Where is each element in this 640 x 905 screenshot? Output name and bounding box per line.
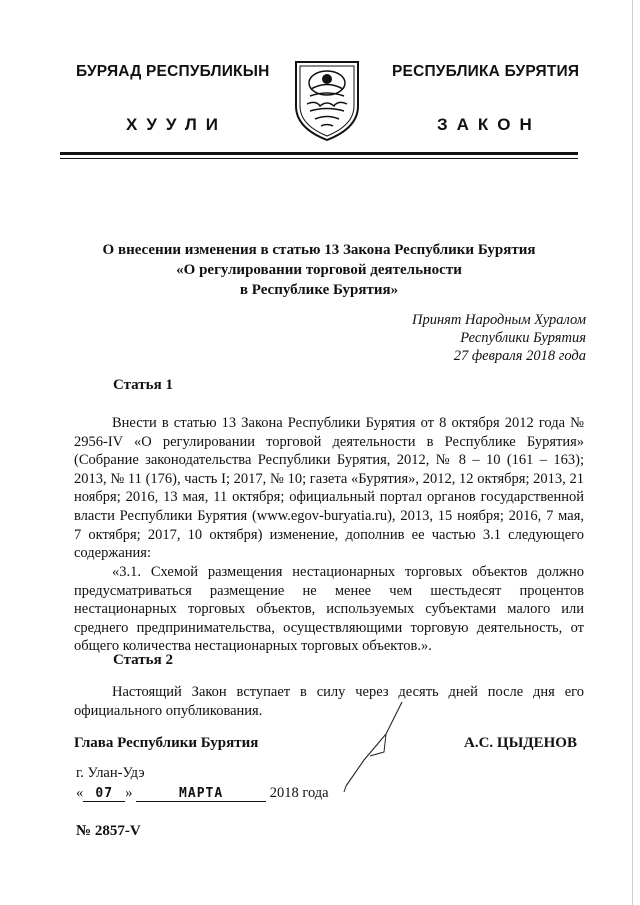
date-quote-close: » [125,785,133,801]
signing-city: г. Улан-Удэ [76,765,145,781]
article-2-paragraph: Настоящий Закон вступает в силу через десять дней после дня его официального опубликования. [74,684,584,719]
date-month-stamp: МАРТА [136,786,266,802]
header-right-doc-type: ЗАКОН [437,115,541,134]
law-title-line-3: в Республике Бурятия» [239,282,399,298]
article-1-paragraph-2: «3.1. Схемой размещения нестационарных торговых объектов должно предусматриваться размещение не менее чем шестьдесят процентов нестационарных торговых объектов, используемых субъектами малого или среднего предпринимательства, осуществляющими торговую деятельность, от общего количества нестационарных торговых объектов.». [74,564,584,655]
handwritten-signature [340,700,420,795]
header-right-republic: РЕСПУБЛИКА БУРЯТИЯ [392,63,580,80]
article-1-heading: Статья 1 [113,377,173,393]
adoption-line-2: Республики Бурятия [460,330,586,346]
adoption-line-1: Принят Народным Хуралом [411,312,586,328]
date-day-stamp: 07 [83,786,125,802]
signatory-position: Глава Республики Бурятия [74,735,259,751]
law-title-line-2: «О регулировании торговой деятельности [176,262,462,278]
header-left-doc-type: ХУУЛИ [126,115,227,134]
header-rule-thick [60,152,578,155]
date-quote-open: « [76,785,84,801]
header-left-republic: БУРЯАД РЕСПУБЛИКЫН [76,63,270,80]
scan-edge-line [632,0,633,905]
law-title-line-1: О внесении изменения в статью 13 Закона Республики Бурятия [102,242,536,258]
article-2-heading: Статья 2 [113,652,173,668]
adoption-date: 27 февраля 2018 года [453,348,586,364]
coat-of-arms-icon [290,56,364,144]
signatory-name: А.С. ЦЫДЕНОВ [464,735,577,751]
header-rule-thin [60,158,578,159]
date-year: 2018 года [269,785,329,801]
signing-date [76,785,329,802]
document-number: № 2857-V [76,823,141,839]
article-1-paragraph-1: Внести в статью 13 Закона Республики Бурятия от 8 октября 2012 года № 2956-IV «О регулировании торговой деятельности в Республике Бурятия» (Собрание законодательства Республики Бурятия, 2012, № 8 – 10 (161 – 163); 2013, № 11 (176), часть I; 2017, № 10; газета «Бурятия», 2012, 12 октября; 2013, 21 ноября; 2016, 13 мая, 11 октября; официальный портал органов государственной власти Республики Бурятия (www.egov-buryatia.ru), 2013, 15 ноября; 2016, 7 мая, 7 октября; 2017, 10 октября) изменение, дополнив ее частью 3.1 следующего содержания: [74,415,584,562]
